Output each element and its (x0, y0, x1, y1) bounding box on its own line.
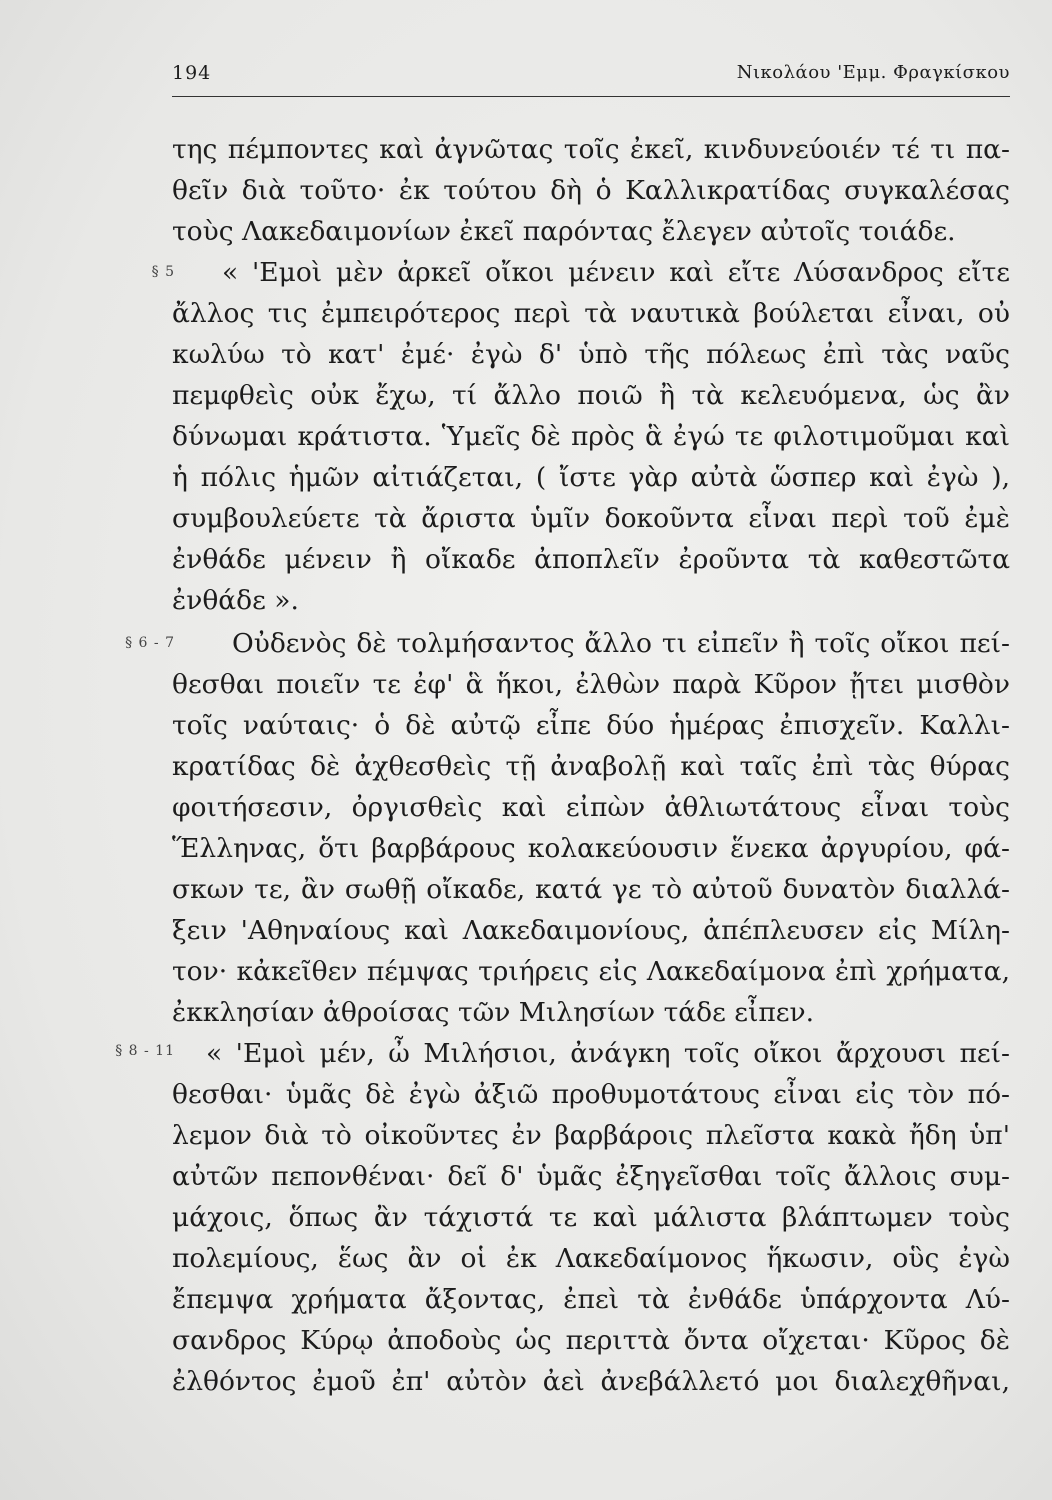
text-line: ξειν 'Αθηναίους καὶ Λακεδαιμονίους, ἀπέπλευσεν εἰς Μίλη- (172, 915, 1010, 946)
text-line: πεμφθεὶς οὐκ ἔχω, τί ἄλλο ποιῶ ἢ τὰ κελευόμενα, ὡς ἂν (172, 380, 1010, 411)
text-line: ἡ πόλις ἡμῶν αἰτιάζεται, ( ἴστε γὰρ αὐτὰ ὥσπερ καὶ ἐγὼ ), (172, 462, 1010, 493)
margin-note-section-5: § 5 (151, 264, 175, 280)
text-line: τοὺς Λακεδαιμονίων ἐκεῖ παρόντας ἔλεγεν αὐτοῖς τοιάδε. (172, 216, 956, 247)
text-line: σκων τε, ἂν σωθῇ οἴκαδε, κατά γε τὸ αὐτοῦ δυνατὸν διαλλά- (172, 874, 1010, 905)
text-line: θεσθαι· ὑμᾶς δὲ ἐγὼ ἀξιῶ προθυμοτάτους εἶναι εἰς τὸν πό- (172, 1079, 1010, 1110)
margin-note-section-8-11: § 8 - 11 (115, 1043, 175, 1059)
text-line: πολεμίους, ἕως ἂν οἱ ἐκ Λακεδαίμονος ἥκωσιν, οὓς ἐγὼ (172, 1243, 1010, 1274)
text-line: Οὐδενὸς δὲ τολμήσαντος ἄλλο τι εἰπεῖν ἢ τοῖς οἴκοι πεί- (232, 628, 1010, 659)
text-line: κωλύω τὸ κατ' ἐμέ· ἐγὼ δ' ὑπὸ τῆς πόλεως ἐπὶ τὰς ναῦς (172, 339, 1010, 370)
margin-note-section-6-7: § 6 - 7 (125, 635, 175, 651)
text-line: φοιτήσεσιν, ὀργισθεὶς καὶ εἰπὼν ἀθλιωτάτους εἶναι τοὺς (172, 792, 1010, 823)
text-line: της πέμποντες καὶ ἀγνῶτας τοῖς ἐκεῖ, κινδυνεύοιέν τέ τι πα- (172, 134, 1010, 165)
text-line: λεμον διὰ τὸ οἰκοῦντες ἐν βαρβάροις πλεῖστα κακὰ ἤδη ὑπ' (172, 1120, 1010, 1151)
text-line: ἐνθάδε ». (172, 585, 299, 616)
text-line: Ἕλληνας, ὅτι βαρβάρους κολακεύουσιν ἕνεκα ἀργυρίου, φά- (172, 833, 1010, 864)
text-line: θεσθαι ποιεῖν τε ἐφ' ἃ ἥκοι, ἐλθὼν παρὰ Κῦρον ᾔτει μισθὸν (172, 669, 1010, 700)
text-line: θεῖν διὰ τοῦτο· ἐκ τούτου δὴ ὁ Καλλικρατίδας συγκαλέσας (172, 175, 1010, 206)
text-line: τον· κἀκεῖθεν πέμψας τριήρεις εἰς Λακεδαίμονα ἐπὶ χρήματα, (172, 956, 1010, 987)
text-line: « 'Εμοὶ μέν, ὦ Μιλήσιοι, ἀνάγκη τοῖς οἴκοι ἄρχουσι πεί- (206, 1038, 1010, 1069)
page-number: 194 (172, 62, 212, 84)
text-line: ἄλλος τις ἐμπειρότερος περὶ τὰ ναυτικὰ βούλεται εἶναι, οὐ (172, 298, 1010, 329)
text-line: μάχοις, ὅπως ἂν τάχιστά τε καὶ μάλιστα βλάπτωμεν τοὺς (172, 1202, 1010, 1233)
text-line: ἐνθάδε μένειν ἢ οἴκαδε ἀποπλεῖν ἐροῦντα τὰ καθεστῶτα (172, 544, 1010, 575)
text-line: ἔπεμψα χρήματα ἄξοντας, ἐπεὶ τὰ ἐνθάδε ὑπάρχοντα Λύ- (172, 1284, 1010, 1315)
text-line: συμβουλεύετε τὰ ἄριστα ὑμῖν δοκοῦντα εἶναι περὶ τοῦ ἐμὲ (172, 503, 1010, 534)
text-line: τοῖς ναύταις· ὁ δὲ αὐτῷ εἶπε δύο ἡμέρας ἐπισχεῖν. Καλλι- (172, 710, 1010, 741)
text-line: κρατίδας δὲ ἀχθεσθεὶς τῇ ἀναβολῇ καὶ ταῖς ἐπὶ τὰς θύρας (172, 751, 1010, 782)
text-line: σανδρος Κύρῳ ἀποδοὺς ὡς περιττὰ ὄντα οἴχεται· Κῦρος δὲ (172, 1325, 1010, 1356)
text-line: δύνωμαι κράτιστα. Ὑμεῖς δὲ πρὸς ἃ ἐγώ τε φιλοτιμοῦμαι καὶ (172, 421, 1010, 452)
header-rule (172, 96, 1010, 97)
text-line: ἐκκλησίαν ἀθροίσας τῶν Μιλησίων τάδε εἶπεν. (172, 997, 815, 1028)
text-line: αὐτῶν πεπονθέναι· δεῖ δ' ὑμᾶς ἐξηγεῖσθαι τοῖς ἄλλοις συμ- (172, 1161, 1010, 1192)
running-head: Νικολάου 'Εμμ. Φραγκίσκου (736, 62, 1010, 83)
text-line: « 'Εμοὶ μὲν ἀρκεῖ οἴκοι μένειν καὶ εἴτε Λύσανδρος εἴτε (222, 257, 1010, 288)
page-header (172, 62, 1010, 96)
text-line: ἐλθόντος ἐμοῦ ἐπ' αὐτὸν ἀεὶ ἀνεβάλλετό μοι διαλεχθῆναι, (172, 1366, 1010, 1397)
